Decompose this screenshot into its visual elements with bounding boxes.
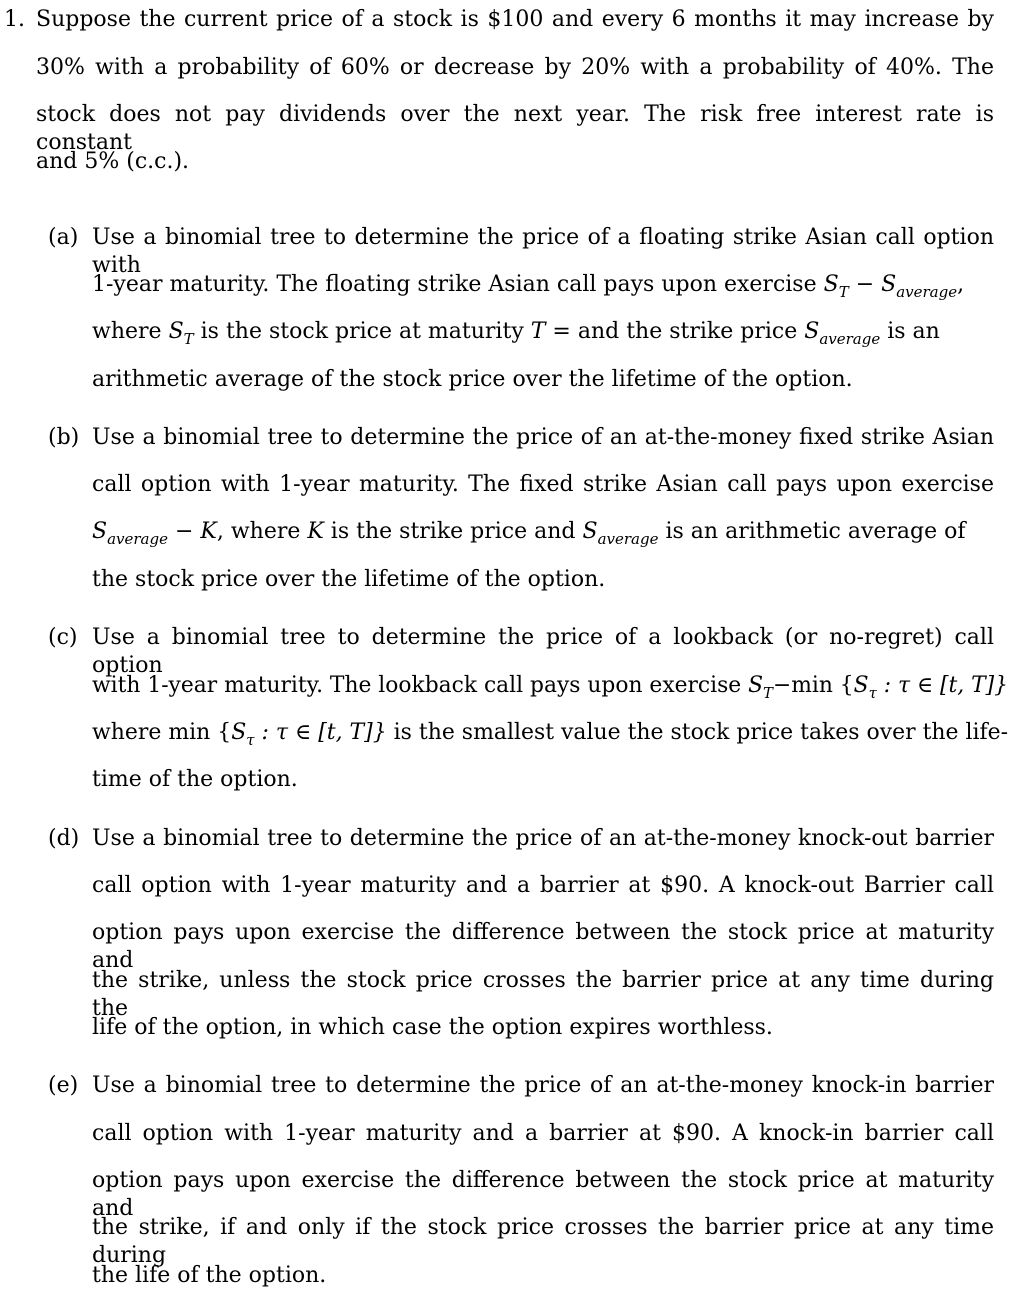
part-e-line-1: Use a binomial tree to determine the price of an at-the-money knock-in barrier <box>92 1073 994 1098</box>
math-K: K <box>200 519 217 544</box>
text: is an arithmetic average of <box>658 519 966 544</box>
part-d-label: (d) <box>48 826 80 851</box>
math-sub-tau: τ <box>868 684 877 702</box>
math-min: −min { <box>772 673 854 698</box>
math-equals: = <box>545 319 578 344</box>
part-c-line-1: Use a binomial tree to determine the price of a lookback (or no-regret) call option <box>92 625 994 678</box>
part-a-line-2-text: 1-year maturity. The floating strike Asian call pays upon exercise <box>92 272 824 297</box>
math-sub-average: average <box>896 283 958 301</box>
text: is the smallest value the stock price takes over the life- <box>386 720 1009 745</box>
text: and the strike price <box>577 319 805 344</box>
math-set: : τ ∈ [t, T]} <box>254 720 387 745</box>
part-a-line-4: arithmetic average of the stock price over the lifetime of the option. <box>92 367 853 392</box>
part-d-line-1: Use a binomial tree to determine the price of an at-the-money knock-out barrier <box>92 826 994 851</box>
math-S: S <box>853 673 869 698</box>
text: is the strike price and <box>323 519 583 544</box>
text: , where <box>216 519 308 544</box>
part-c-line-4: time of the option. <box>92 767 298 792</box>
intro-line-4: and 5% (c.c.). <box>36 149 190 174</box>
part-e-line-3: option pays upon exercise the difference between the stock price at maturity and <box>92 1168 994 1221</box>
text: with 1-year maturity. The lookback call pays upon exercise <box>92 673 749 698</box>
part-b-line-1: Use a binomial tree to determine the price of an at-the-money fixed strike Asian <box>92 425 994 450</box>
math-sub-average: average <box>597 530 659 548</box>
math-sub-T: T <box>838 283 849 301</box>
comma: , <box>957 272 965 297</box>
part-c-label: (c) <box>48 625 78 650</box>
part-c-line-3 <box>92 719 1008 747</box>
part-c-line-2 <box>92 672 1008 700</box>
part-d-line-5: life of the option, in which case the option expires worthless. <box>92 1015 773 1040</box>
math-sub-T: T <box>183 330 194 348</box>
math-S: S <box>748 673 764 698</box>
part-d-line-2: call option with 1-year maturity and a barrier at $90. A knock-out Barrier call <box>92 873 994 898</box>
math-sub-average: average <box>819 330 881 348</box>
part-b-label: (b) <box>48 425 80 450</box>
math-minus: − <box>167 519 201 544</box>
part-e-label: (e) <box>48 1073 79 1098</box>
math-T: T <box>530 319 546 344</box>
math-S: S <box>804 319 820 344</box>
part-b-line-2: call option with 1-year maturity. The fixed strike Asian call pays upon exercise <box>92 472 994 497</box>
math-minus: − <box>848 272 882 297</box>
part-a-line-3 <box>92 318 940 346</box>
math-S: S <box>881 272 897 297</box>
part-d-line-3: option pays upon exercise the difference between the stock price at maturity and <box>92 920 994 973</box>
part-b-line-4: the stock price over the lifetime of the option. <box>92 567 606 592</box>
math-sub-T: T <box>763 684 773 702</box>
math-sub-average: average <box>107 530 168 548</box>
math-S: S <box>168 319 184 344</box>
part-b-line-3 <box>92 518 966 546</box>
part-a-label: (a) <box>48 225 79 250</box>
intro-line-3: stock does not pay dividends over the next year. The risk free interest rate is constant <box>36 102 994 155</box>
part-e-line-5: the life of the option. <box>92 1263 327 1288</box>
problem-number: 1. <box>4 7 25 32</box>
part-a-line-1: Use a binomial tree to determine the price of a floating strike Asian call option with <box>92 225 994 278</box>
part-a-line-2 <box>92 271 964 299</box>
part-e-line-2: call option with 1-year maturity and a barrier at $90. A knock-in barrier call <box>92 1121 994 1146</box>
text: is the stock price at maturity <box>193 319 531 344</box>
math-S: S <box>823 272 839 297</box>
math-sub-tau: τ <box>246 731 255 749</box>
text: is an <box>880 319 940 344</box>
math-S: S <box>582 519 598 544</box>
text: where <box>92 319 169 344</box>
math-S: S <box>92 519 108 544</box>
intro-line-2: 30% with a probability of 60% or decrease by 20% with a probability of 40%. The <box>36 55 994 80</box>
math-K: K <box>307 519 324 544</box>
math-S: S <box>231 720 247 745</box>
part-e-line-4: the strike, if and only if the stock price crosses the barrier price at any time during <box>92 1215 994 1268</box>
part-d-line-4: the strike, unless the stock price crosses the barrier price at any time during the <box>92 968 994 1021</box>
math-set: : τ ∈ [t, T]} <box>876 673 1009 698</box>
intro-line-1: Suppose the current price of a stock is $100 and every 6 months it may increase by <box>36 7 994 32</box>
text: where min { <box>92 720 232 745</box>
